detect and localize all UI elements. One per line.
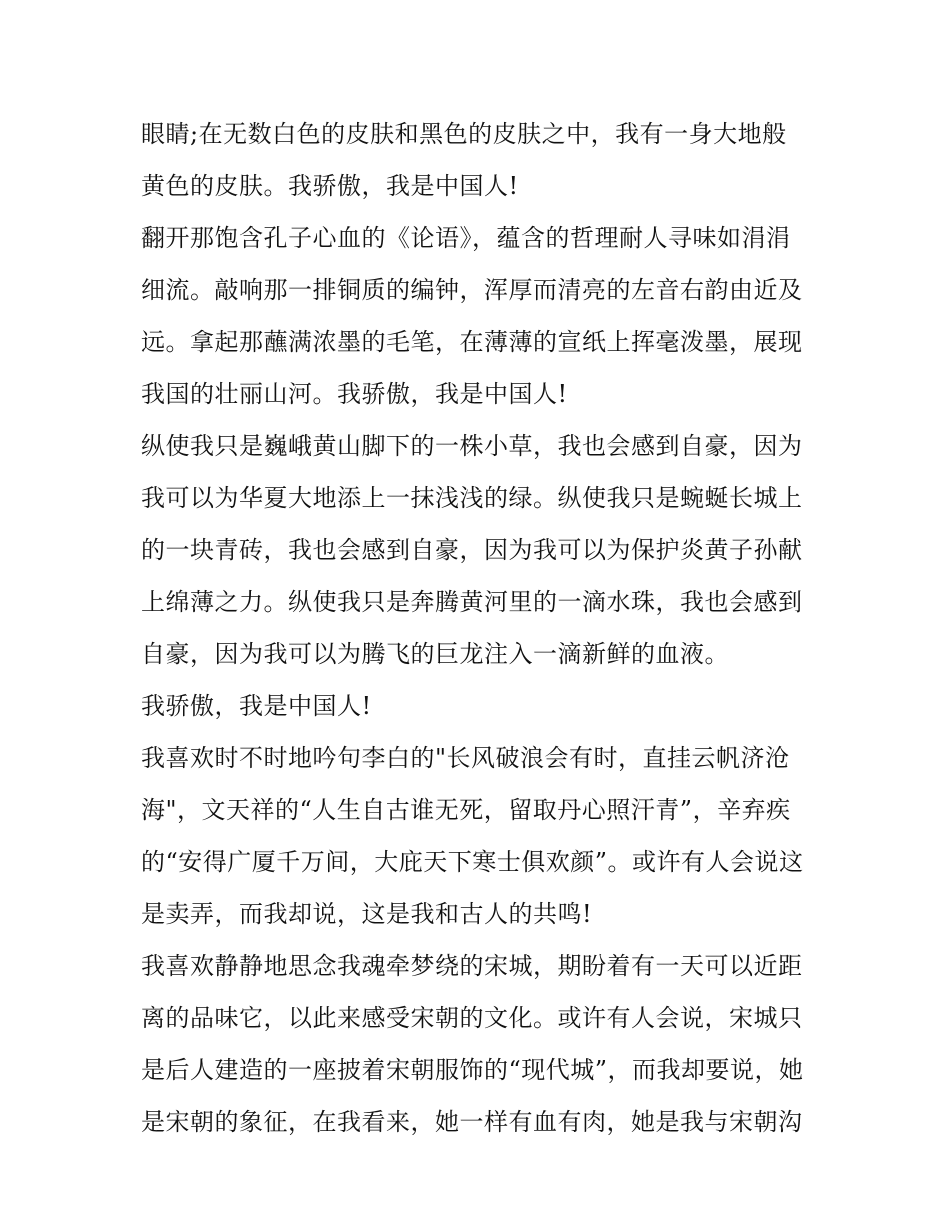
text-line: 是宋朝的象征，在我看来，她一样有血有肉，她是我与宋朝沟 — [141, 1108, 803, 1136]
text-line: 纵使我只是巍峨黄山脚下的一株小草，我也会感到自豪，因为 — [141, 432, 803, 460]
text-line: 远。拿起那蘸满浓墨的毛笔，在薄薄的宣纸上挥毫泼墨，展现 — [141, 328, 803, 356]
text-line: 我国的壮丽山河。我骄傲，我是中国人! — [141, 380, 568, 408]
text-line: 翻开那饱含孔子心血的《论语》，蕴含的哲理耐人寻味如涓涓 — [141, 224, 791, 252]
text-line: 上绵薄之力。纵使我只是奔腾黄河里的一滴水珠，我也会感到 — [141, 588, 803, 616]
text-line: 黄色的皮肤。我骄傲，我是中国人! — [141, 172, 519, 200]
text-line: 是卖弄，而我却说，这是我和古人的共鸣! — [141, 900, 593, 928]
text-line: 细流。敲响那一排铜质的编钟，浑厚而清亮的左音右韵由近及 — [141, 276, 803, 304]
text-line: 眼睛;在无数白色的皮肤和黑色的皮肤之中，我有一身大地般 — [141, 120, 787, 148]
text-line: 我喜欢静静地思念我魂牵梦绕的宋城，期盼着有一天可以近距 — [141, 952, 803, 980]
text-line: 我喜欢时不时地吟句李白的"长风破浪会有时，直挂云帆济沧 — [141, 744, 790, 772]
text-line: 我骄傲，我是中国人! — [141, 692, 372, 720]
text-line: 海"，文天祥的“人生自古谁无死，留取丹心照汗青”，辛弃疾 — [141, 796, 791, 824]
text-line: 我可以为华夏大地添上一抹浅浅的绿。纵使我只是蜿蜒长城上 — [141, 484, 803, 512]
text-line: 离的品味它，以此来感受宋朝的文化。或许有人会说，宋城只 — [141, 1004, 803, 1032]
text-line: 的“安得广厦千万间，大庇天下寒士俱欢颜”。或许有人会说这 — [141, 848, 804, 876]
text-line: 自豪，因为我可以为腾飞的巨龙注入一滴新鲜的血液。 — [141, 640, 729, 668]
text-line: 的一块青砖，我也会感到自豪，因为我可以为保护炎黄子孙献 — [141, 536, 803, 564]
body-text — [141, 108, 821, 1148]
text-line: 是后人建造的一座披着宋朝服饰的“现代城”，而我却要说，她 — [141, 1056, 804, 1084]
